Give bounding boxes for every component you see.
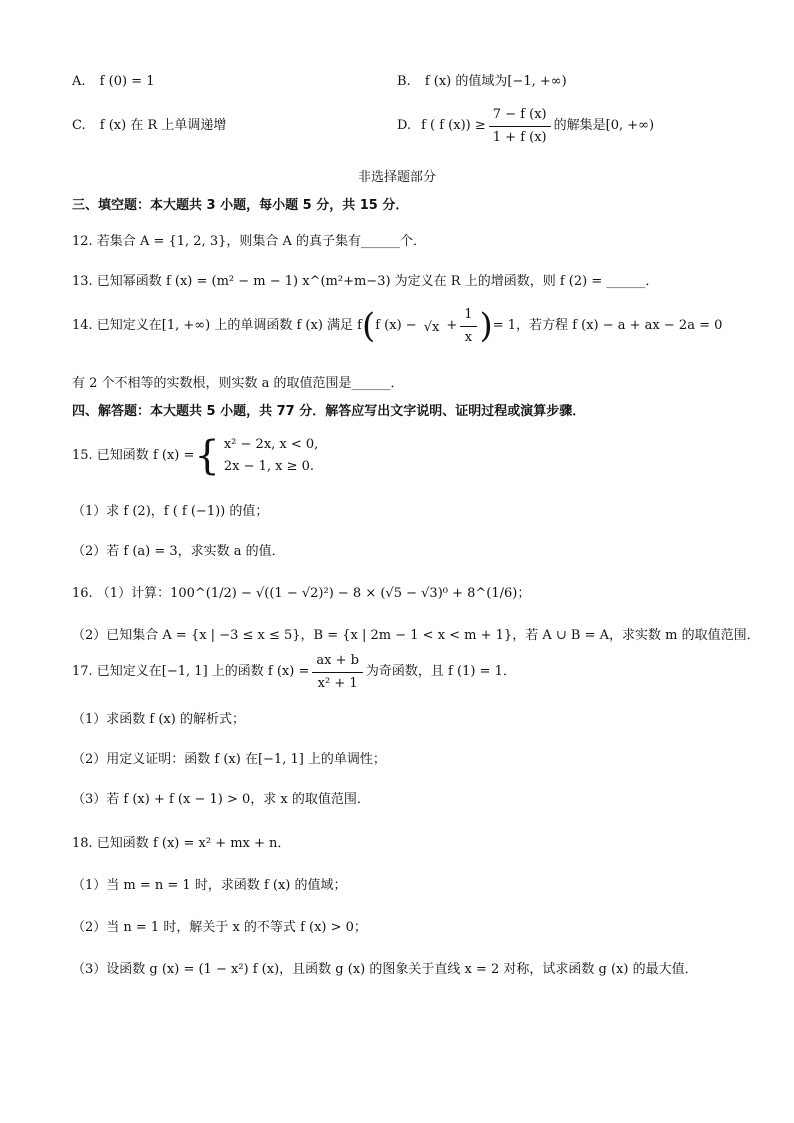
q14-mid: = 1，若方程 f (x) − a + ax − 2a = 0 (492, 318, 723, 333)
q14-lead: 14. 已知定义在[1, +∞) 上的单调函数 f (x) 满足 f (72, 318, 362, 333)
q14-frac2 (460, 306, 476, 347)
q14-frac2-den: x (464, 329, 473, 345)
option-d-fraction (489, 106, 551, 147)
question-17 (72, 648, 516, 697)
q15-case-1: x² − 2x, x < 0, (223, 437, 319, 452)
q17-fraction (312, 652, 363, 693)
question-15 (72, 432, 318, 481)
question-17-part-1: （1）求函数 f (x) 的解析式； (72, 712, 245, 727)
option-d-letter: D. (397, 118, 412, 133)
q15-case-2: 2x − 1, x ≥ 0. (223, 459, 315, 474)
question-16-part-2: （2）已知集合 A = {x | −3 ≤ x ≤ 5}，B = {x | 2m − 1 < x < m + 1}，若 A ∪ B = A，求实数 m 的取值范围． (72, 628, 760, 643)
q14-close-paren: ) (479, 306, 493, 346)
question-16-part-1: 16. （1）计算：100^(1/2) − √((1 − √2)²) − 8 × (√5 − √3)⁰ + 8^(1/6)； (72, 586, 531, 601)
q17-tail: 为奇函数，且 f (1) = 1． (365, 664, 516, 679)
question-17-part-3: （3）若 f (x) + f (x − 1) > 0，求 x 的取值范围． (72, 792, 370, 807)
option-d-frac-num: 7 − f (x) (489, 106, 551, 127)
q14-frac1 (420, 315, 444, 337)
option-d-tail: 的解集是[0, +∞) (553, 118, 655, 133)
section4-heading: 四、解答题：本大题共 5 小题，共 77 分．解答应写出文字说明、证明过程或演算步骤． (72, 404, 586, 419)
question-12: 12. 若集合 A = {1, 2, 3}，则集合 A 的真子集有______个． (72, 234, 427, 249)
question-14 (72, 300, 722, 353)
option-a-text: f (0) = 1 (99, 74, 155, 89)
section-nonchoice-heading: 非选择题部分 (357, 170, 436, 185)
question-17-part-2: （2）用定义证明：函数 f (x) 在[−1, 1] 上的单调性； (72, 752, 386, 767)
question-14-cont: 有 2 个不相等的实数根，则实数 a 的取值范围是______． (72, 376, 404, 391)
q14-open-paren: ( (361, 306, 376, 346)
option-b (397, 72, 567, 92)
option-c-text: f (x) 在 R 上单调递增 (99, 118, 227, 133)
q14-inner-lead: f (x) − (375, 318, 417, 333)
option-b-letter: B. (397, 74, 411, 89)
q17-frac-num: ax + b (312, 652, 363, 673)
question-18: 18. 已知函数 f (x) = x² + mx + n． (72, 836, 291, 851)
question-18-part-2: （2）当 n = 1 时，解关于 x 的不等式 f (x) > 0； (72, 920, 367, 935)
section3-heading: 三、填空题：本大题共 3 小题，每小题 5 分，共 15 分． (72, 198, 409, 213)
question-18-part-1: （1）当 m = n = 1 时，求函数 f (x) 的值域； (72, 878, 347, 893)
option-d-lead: f ( f (x)) ≥ (421, 118, 486, 133)
option-b-text: f (x) 的值域为[−1, +∞) (424, 74, 567, 89)
option-d (397, 96, 654, 156)
option-c-letter: C. (72, 118, 86, 133)
q15-lead: 15. 已知函数 f (x) = (72, 448, 195, 463)
q14-frac1-den: √x (423, 320, 440, 335)
question-18-part-3: （3）设函数 g (x) = (1 − x²) f (x)，且函数 g (x) 的图象关于直线 x = 2 对称，试求函数 g (x) 的最大值． (72, 962, 698, 977)
q14-frac2-num: 1 (460, 306, 476, 327)
option-d-frac-den: 1 + f (x) (492, 129, 547, 145)
question-13: 13. 已知幂函数 f (x) = (m² − m − 1) x^(m²+m−3) 为定义在 R 上的增函数，则 f (2) = ______． (72, 274, 659, 289)
q14-plus: + (446, 318, 458, 333)
option-c (72, 116, 226, 136)
option-a-letter: A. (72, 74, 86, 89)
option-a (72, 72, 154, 92)
q17-lead: 17. 已知定义在[−1, 1] 上的函数 f (x) = (72, 664, 310, 679)
question-15-part-1: （1）求 f (2)，f ( f (−1)) 的值； (72, 504, 269, 519)
q17-frac-den: x² + 1 (317, 675, 358, 691)
question-15-part-2: （2）若 f (a) = 3，求实数 a 的值． (72, 544, 285, 559)
q15-brace: { (194, 433, 220, 479)
q15-cases (224, 434, 318, 478)
